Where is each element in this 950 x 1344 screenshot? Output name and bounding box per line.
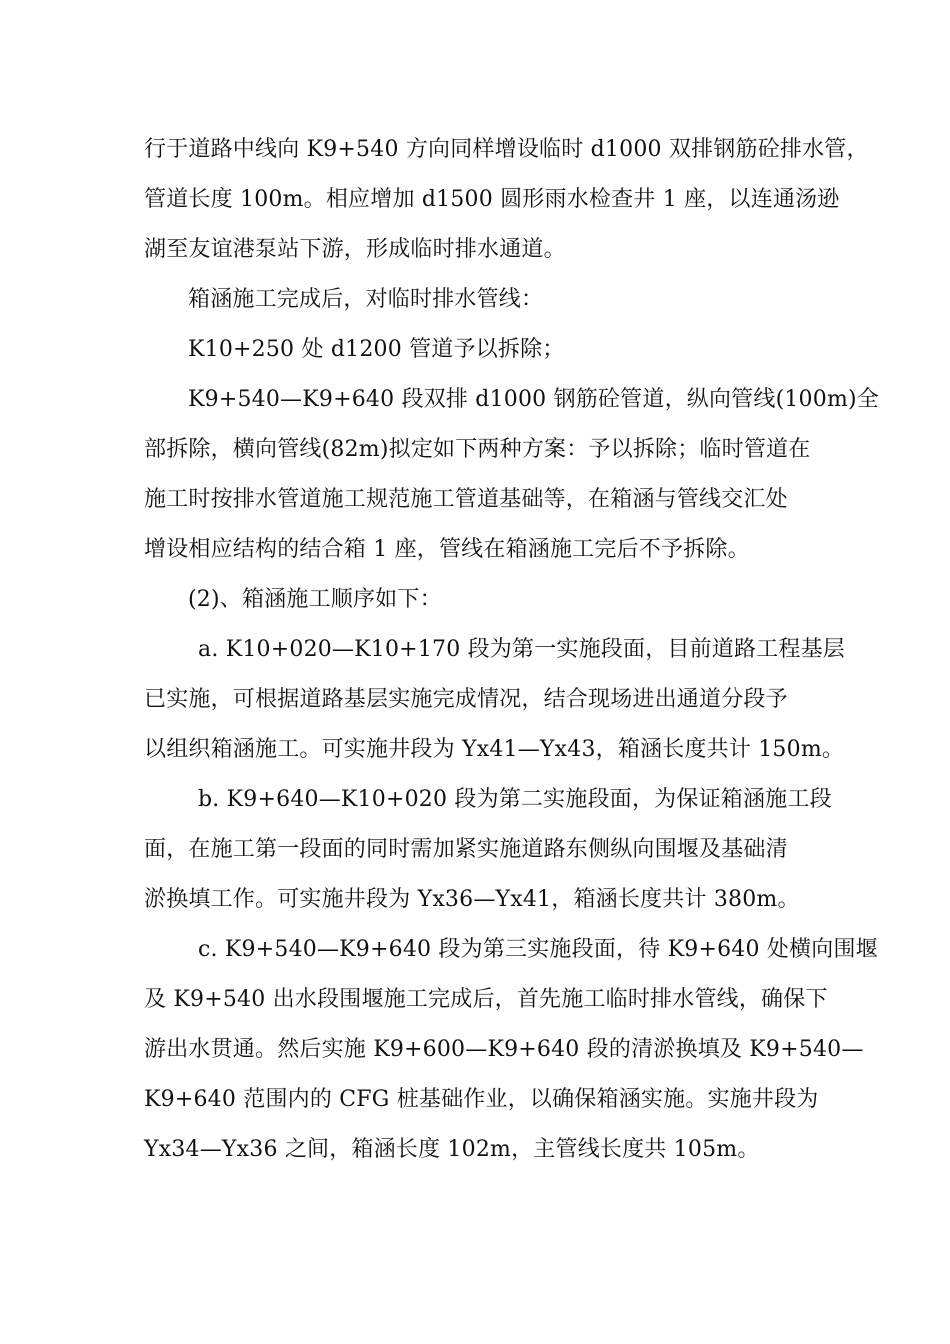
text-line: K9+640 范围内的 CFG 桩基础作业，以确保箱涵实施。实施井段为 xyxy=(144,1087,819,1112)
text-line: c. K9+540—K9+640 段为第三实施段面，待 K9+640 处横向围堰 xyxy=(198,937,878,962)
text-line: K10+250 处 d1200 管道予以拆除； xyxy=(188,337,565,362)
text-line: 增设相应结构的结合箱 1 座，管线在箱涵施工完后不予拆除。 xyxy=(144,537,750,562)
text-line: 淤换填工作。可实施井段为 Yx36—Yx41，箱涵长度共计 380m。 xyxy=(144,887,800,912)
text-line: 面，在施工第一段面的同时需加紧实施道路东侧纵向围堰及基础清 xyxy=(144,837,788,862)
text-line: a. K10+020—K10+170 段为第一实施段面，目前道路工程基层 xyxy=(198,637,846,662)
text-line: Yx34—Yx36 之间，箱涵长度 102m，主管线长度共 105m。 xyxy=(144,1137,760,1162)
text-line: 游出水贯通。然后实施 K9+600—K9+640 段的清淤换填及 K9+540— xyxy=(144,1037,864,1062)
text-line: 施工时按排水管道施工规范施工管道基础等，在箱涵与管线交汇处 xyxy=(144,487,788,512)
text-line: 行于道路中线向 K9+540 方向同样增设临时 d1000 双排钢筋砼排水管， xyxy=(144,137,869,162)
text-line: 已实施，可根据道路基层实施完成情况，结合现场进出通道分段予 xyxy=(144,687,788,712)
text-line: (2)、箱涵施工顺序如下： xyxy=(188,587,442,612)
text-line: b. K9+640—K10+020 段为第二实施段面，为保证箱涵施工段 xyxy=(198,787,832,812)
text-line: 管道长度 100m。相应增加 d1500 圆形雨水检查井 1 座，以连通汤逊 xyxy=(144,187,840,212)
text-line: 箱涵施工完成后，对临时排水管线： xyxy=(188,287,544,312)
text-line: 湖至友谊港泵站下游，形成临时排水通道。 xyxy=(144,237,566,262)
text-line: 以组织箱涵施工。可实施井段为 Yx41—Yx43，箱涵长度共计 150m。 xyxy=(144,737,845,762)
text-line: 及 K9+540 出水段围堰施工完成后，首先施工临时排水管线，确保下 xyxy=(144,987,828,1012)
text-line: K9+540—K9+640 段双排 d1000 钢筋砼管道，纵向管线(100m)全 xyxy=(188,387,879,412)
text-line: 部拆除，横向管线(82m)拟定如下两种方案：予以拆除；临时管道在 xyxy=(144,437,811,462)
